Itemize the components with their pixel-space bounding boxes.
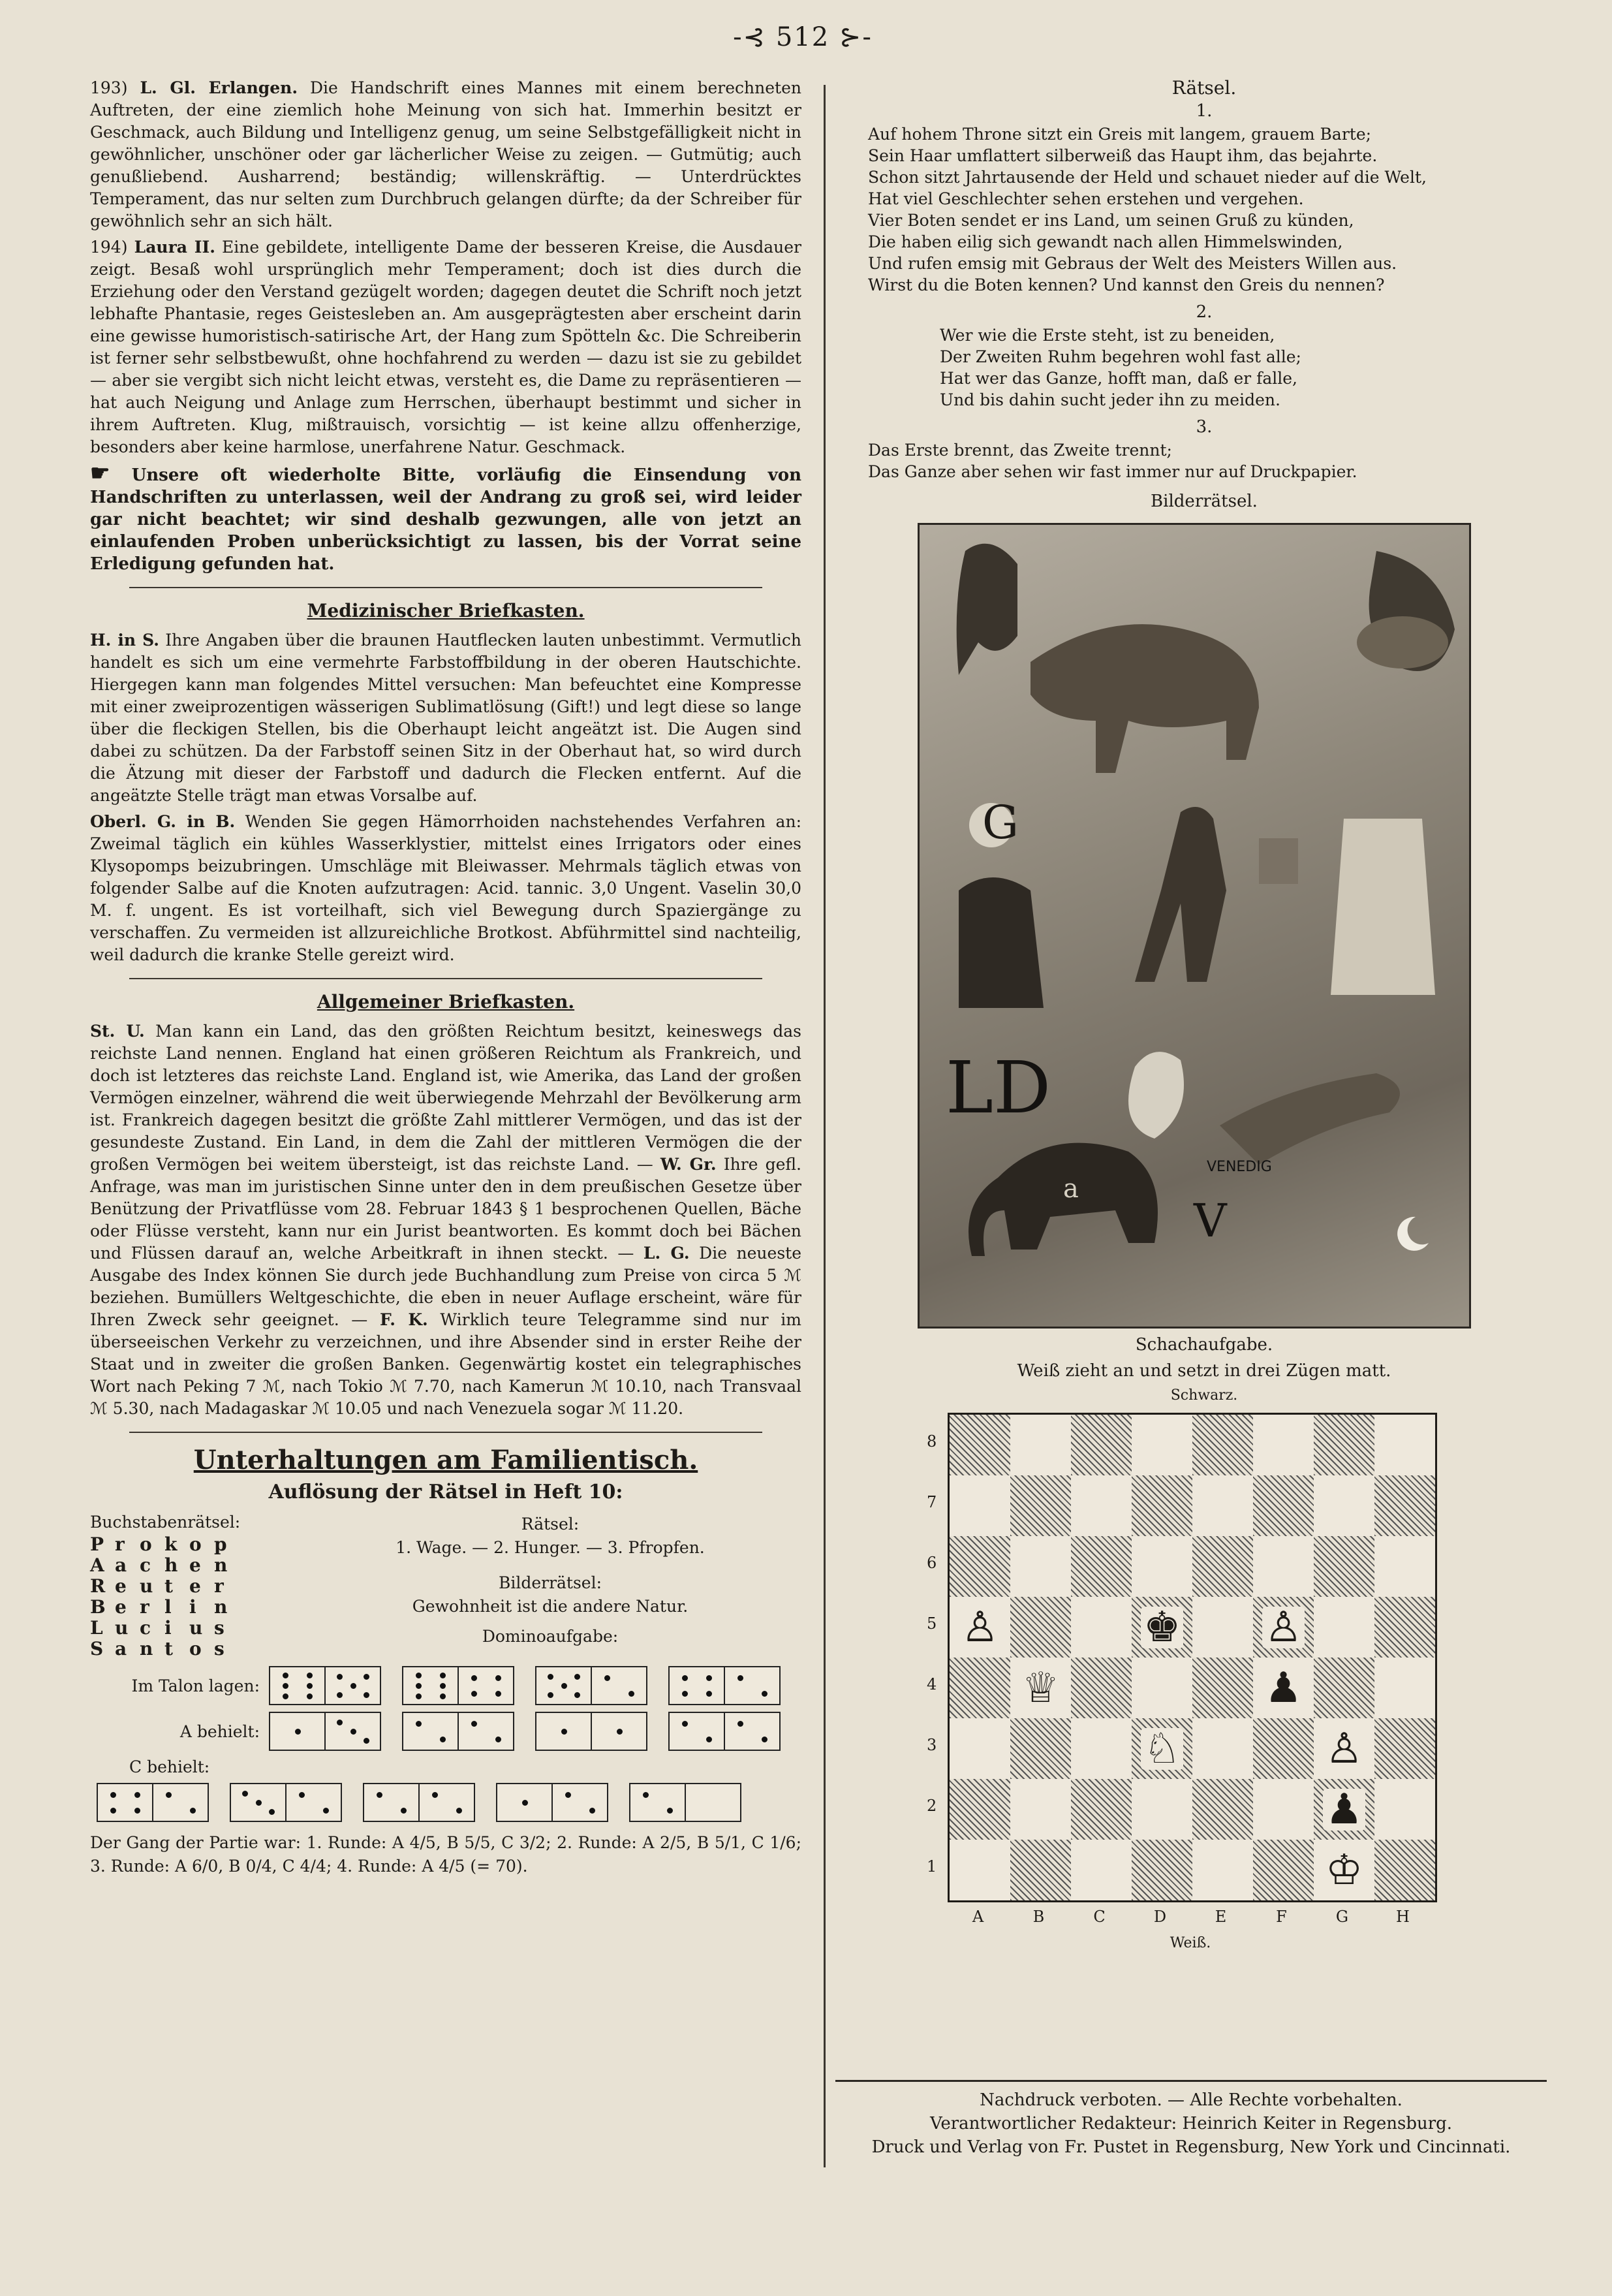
verse-line: Wer wie die Erste steht, ist zu beneiden, [940, 326, 1275, 345]
verse-line: Hat wer das Ganze, hofft man, daß er falle, [940, 369, 1297, 388]
chess-square-g7 [1314, 1475, 1374, 1536]
domino-pip [617, 1729, 623, 1735]
chess-piece-icon: ♟ [1262, 1667, 1305, 1709]
domino-pip [574, 1674, 580, 1680]
domino-pip [134, 1808, 140, 1814]
chess-square-f3 [1253, 1718, 1314, 1779]
chess-square-h1 [1374, 1840, 1435, 1900]
chess-square-b7 [1010, 1475, 1071, 1536]
chess-square-c6 [1071, 1536, 1132, 1597]
domino-pip [471, 1691, 477, 1697]
talon-row: Im Talon lagen: [90, 1666, 801, 1705]
general-title: Allgemeiner Briefkasten. [317, 991, 575, 1013]
chess-square-e7 [1192, 1475, 1253, 1536]
chess-square-b6 [1010, 1536, 1071, 1597]
domino-tile [269, 1666, 381, 1705]
domino-pip [561, 1729, 567, 1735]
chess-square-e6 [1192, 1536, 1253, 1597]
domino-pip [440, 1673, 446, 1678]
acrostic-row: A a c h e n [90, 1554, 228, 1576]
chess-square-c7 [1071, 1475, 1132, 1536]
chess-square-b8 [1010, 1415, 1071, 1475]
acrostic-row: S a n t o s [90, 1638, 225, 1659]
picture-puzzle [918, 523, 1471, 1329]
domino-pip [495, 1737, 501, 1742]
file-label: D [1153, 1908, 1167, 1926]
divider [129, 1432, 762, 1433]
verse-line: Wirst du die Boten kennen? Und kannst den Greis du nennen? [868, 275, 1385, 294]
chess-square-d2 [1132, 1779, 1192, 1840]
divider [129, 978, 762, 979]
domino-pip [440, 1683, 446, 1689]
chess-square-a8 [950, 1415, 1010, 1475]
footer [835, 2080, 1547, 2159]
chess-square-f8 [1253, 1415, 1314, 1475]
medical-entry: Oberl. G. in B. Wenden Sie gegen Hämorrhoiden nachstehendes Verfahren an: Zweimal täglich ein kühles Wasserklystier, mittelst eines Irrigators oder eines Klysopomps beizubringen. Umschläge mit Bleiwasser. Mehrmals täglich etwas von folgender Salbe auf die Knoten aufzutragen: Acid. tannic. 3,0 Ungent. Vaselin 30,0 M. f. ungent. Es ist vorteilhaft, sich viel Bewegung durch Spaziergänge zu verschaffen. Zu vermeiden ist allzureichliche Brotkost. Abführmittel sind nachteilig, weil dadurch die kranke Stelle gereizt wird. [90, 812, 801, 964]
domino-solution [90, 1666, 801, 1822]
chess-square-d6 [1132, 1536, 1192, 1597]
file-label: A [972, 1908, 984, 1926]
picture-puzzle-illustration [920, 525, 1469, 1327]
domino-pip [416, 1693, 422, 1699]
riddle-1 [861, 123, 1547, 296]
chess-square-f4 [1253, 1658, 1314, 1718]
domino-pip [110, 1792, 116, 1798]
riddle-2 [861, 324, 1547, 411]
domino-pip [561, 1683, 567, 1689]
domino-pip [283, 1683, 288, 1689]
chess-square-h8 [1374, 1415, 1435, 1475]
chess-square-g6 [1314, 1536, 1374, 1597]
chess-square-e1 [1192, 1840, 1253, 1900]
chess-white-label: Weiß. [1170, 1935, 1211, 1951]
chess-square-a6 [950, 1536, 1010, 1597]
chess-square-e5 [1192, 1597, 1253, 1658]
domino-pip [522, 1800, 528, 1806]
riddle-3 [861, 439, 1547, 482]
acrostic-row: R e u t e r [90, 1575, 224, 1597]
domino-pip [495, 1675, 501, 1681]
domino-pip [682, 1691, 688, 1697]
domino-pip [682, 1721, 688, 1727]
domino-pip [643, 1792, 649, 1798]
chess-piece-icon: ♔ [1323, 1849, 1365, 1891]
rank-label: 4 [927, 1675, 937, 1693]
chess-square-d5 [1132, 1597, 1192, 1658]
chess-square-h7 [1374, 1475, 1435, 1536]
medical-title: Medizinischer Briefkasten. [307, 600, 585, 621]
domino-pip [364, 1692, 369, 1698]
chess-square-a4 [950, 1658, 1010, 1718]
rank-label: 6 [927, 1554, 937, 1572]
domino-pip [456, 1808, 462, 1814]
domino-pip [110, 1808, 116, 1814]
domino-pip [416, 1673, 422, 1678]
domino-pip [283, 1673, 288, 1678]
verse-line: Das Erste brennt, das Zweite trennt; [868, 441, 1172, 460]
chess-square-e3 [1192, 1718, 1253, 1779]
verse-line: Auf hohem Throne sitzt ein Greis mit langem, grauem Barte; [868, 125, 1372, 144]
game-sequence: Der Gang der Partie war: 1. Runde: A 4/5, B 5/5, C 3/2; 2. Runde: A 2/5, B 5/1, C 1/6; 3. Runde: A 6/0, B 0/4, C 4/4; 4. Runde: A 4/5 (= 70). [90, 1833, 801, 1876]
chess-task: Weiß zieht an und setzt in drei Zügen matt. [1017, 1361, 1391, 1381]
acrostic: Buchstabenrätsel: P r o k o p A a c h e n R e u t e r B e r l i n L u c i u s S a n t o s [90, 1513, 299, 1659]
chess-square-g5 [1314, 1597, 1374, 1658]
chess-square-c3 [1071, 1718, 1132, 1779]
chess-square-b1 [1010, 1840, 1071, 1900]
footer-rights: Nachdruck verboten. — Alle Rechte vorbehalten. [980, 2090, 1403, 2110]
domino-pip [350, 1683, 356, 1689]
verse-line: Schon sitzt Jahrtausende der Held und schauet nieder auf die Welt, [868, 168, 1427, 187]
solution-texts: Rätsel: 1. Wage. — 2. Hunger. — 3. Pfropfen. Bilderrätsel: Gewohnheit ist die andere Natur. Dominoaufgabe: [395, 1515, 705, 1646]
rank-label: 5 [927, 1614, 937, 1633]
chess-square-b4 [1010, 1658, 1071, 1718]
editor-notice: ☛ Unsere oft wiederholte Bitte, vorläufig die Einsendung von Handschriften zu unterlassen, weil der Andrang zu groß sei, wird leider gar nicht beachtet; wir sind deshalb gezwungen, alle von jetzt an einlaufenden Proben unberücksichtigt zu lassen, bis der Vorrat seine Erledigung gefunden hat. [90, 460, 801, 574]
chess-board [948, 1413, 1437, 1902]
chess-square-d7 [1132, 1475, 1192, 1536]
file-label: C [1093, 1908, 1106, 1926]
domino-pip [706, 1691, 712, 1697]
domino-pip [416, 1721, 422, 1727]
chess-square-d4 [1132, 1658, 1192, 1718]
general-entry: St. U. Man kann ein Land, das den größten Reichtum besitzt, keineswegs das reichste Land nennen. England hat einen größeren Reichtum als Frankreich, und doch ist letzteres das reichste Land. England ist, wie Amerika, das Land der großen Vermögen einzelner, während die weit überwiegende Mehrzahl der Bevölkerung arm ist. Frankreich dagegen besitzt die größte Zahl mittlerer Vermögen, und das ist der gesundeste Zustand. Ein Land, in dem die Zahl der mittleren Vermögen die der großen Vermögen bei weitem übersteigt, ist das reichste Land. — W. Gr. Ihre gefl. Anfrage, was man im juristischen Sinne unter den in dem preußischen Gesetze über Benützung der Privatflüsse vom 28. Februar 1843 § 1 besprochenen Quellen, Bäche oder Flüsse versteht, kann nur ein Jurist beantworten. Es kommt doch bei Bächen und Flüssen darauf an, welche Arbeitkraft in ihnen steckt. — L. G. Die neueste Ausgabe des Index können Sie durch jede Buchhandlung zum Preise von circa 5 ℳ beziehen. Bumüllers Weltgeschichte, die eben in neuer Auflage erscheint, wäre für Ihren Zweck sehr geeignet. — F. K. Wirklich teure Telegramme sind nur im überseeischen Verkehr zu verzeichnen, und ihre Absender sind in erster Reihe der Staat und in zweiter die großen Banken. Gegenwärtig kostet ein telegraphisches Wort nach Peking 7 ℳ, nach Tokio ℳ 7.70, nach Kamerun ℳ 10.10, nach Transvaal ℳ 5.30, nach Madagaskar ℳ 10.05 und nach Venezuela sogar ℳ 11.20. [90, 1022, 802, 1418]
chess-square-f2 [1253, 1779, 1314, 1840]
domino-pip [307, 1683, 313, 1689]
label-venedig: VENEDIG [1207, 1159, 1272, 1175]
acrostic-row: L u c i u s [90, 1617, 225, 1639]
domino-pip [737, 1675, 743, 1681]
a-row: A behielt: [90, 1712, 801, 1751]
domino-tile [535, 1666, 647, 1705]
chess-piece-icon: ♙ [1262, 1607, 1305, 1648]
domino-pip [548, 1674, 553, 1680]
divider [129, 587, 762, 588]
domino-tile [269, 1712, 381, 1751]
domino-pip [706, 1737, 712, 1742]
domino-pip [440, 1737, 446, 1742]
chess-piece-icon: ♙ [959, 1607, 1001, 1648]
verse-line: Hat viel Geschlechter sehen erstehen und vergehen. [868, 189, 1304, 208]
domino-pip [401, 1808, 407, 1814]
chess-piece-icon: ♘ [1141, 1728, 1183, 1770]
c-row: C behielt: [90, 1757, 801, 1822]
domino-pip [134, 1792, 140, 1798]
chess-square-a2 [950, 1779, 1010, 1840]
domino-pip [706, 1675, 712, 1681]
chess-square-h5 [1374, 1597, 1435, 1658]
chess-square-g4 [1314, 1658, 1374, 1718]
domino-tile [535, 1712, 647, 1751]
domino-pip [565, 1792, 571, 1798]
letter-v: V [1194, 1194, 1227, 1248]
domino-pip [256, 1800, 262, 1806]
bilder-title: Bilderrätsel. [1151, 492, 1258, 511]
domino-pip [628, 1691, 634, 1697]
rank-label: 8 [927, 1432, 937, 1451]
domino-pip [604, 1675, 610, 1681]
entry-194: 194) Laura II. Eine gebildete, intelligente Dame der besseren Kreise, die Ausdauer zeigt. Besaß wohl ursprünglich mehr Temperament; doch ist dies durch die Erziehung oder den Verstand gezügelt worden; dagegen deutet die Schrift noch jetzt lebhafte Phantasie, reges Geistesleben an. Am ausgeprägtesten aber erscheint darin eine gewisse humoristisch-satirische Art, der Hang zum Spötteln &c. Die Schreiberin ist ferner sehr selbstbewußt, ohne hochfahrend zu werden — dazu ist sie zu gebildet — aber sie vergibt sich nicht leicht etwas, versteht es, die Dame zu repräsentieren — hat auch Neigung und Anlage zum Herrschen, überhaupt bestimmt und sicher in ihrem Auftreten. Klug, mißtrauisch, vorsichtig — ist keine allzu offenherzige, besonders aber keine harmlose, unerfahrene Natur. Geschmack. [90, 238, 801, 456]
left-column [90, 77, 801, 1878]
verse-line: Und rufen emsig mit Gebraus der Welt des Meisters Willen aus. [868, 254, 1397, 273]
chess-square-d8 [1132, 1415, 1192, 1475]
domino-pip [323, 1808, 329, 1814]
domino-pip [166, 1792, 172, 1798]
chess-square-g1 [1314, 1840, 1374, 1900]
verse-line: Vier Boten sendet er ins Land, um seinen Gruß zu künden, [868, 211, 1354, 230]
domino-pip [762, 1737, 767, 1742]
letter-a: a [1063, 1174, 1079, 1204]
chess-square-a1 [950, 1840, 1010, 1900]
domino-pip [299, 1792, 305, 1798]
chess-square-c4 [1071, 1658, 1132, 1718]
verse-line: Der Zweiten Ruhm begehren wohl fast alle; [940, 347, 1301, 366]
rank-label: 1 [927, 1857, 937, 1876]
domino-pip [667, 1808, 673, 1814]
domino-pip [364, 1674, 369, 1680]
right-column: Rätsel. 1. Auf hohem Throne sitzt ein Greis mit langem, grauem Barte; Sein Haar umflattert silberweiß das Haupt ihm, das bejahrte. Schon sitzt Jahrtausende der Held und schauet nieder auf die Welt, Hat viel Geschlechter sehen erstehen und vergehen. Vier Boten sendet er ins Land, um seinen Gruß zu künden, Die haben eilig sich gewandt nach allen Himmelswinden, Und rufen emsig mit Gebraus der Welt des Meisters Willen aus. Wirst du die Boten kennen? Und kannst den Greis du nennen? 2. Wer wie die Erste steht, ist zu beneiden, Der Zweiten Ruhm begehren wohl fast alle; Hat wer das Ganze, hofft man, daß er falle, Und bis dahin sucht jeder ihn zu meiden. 3. Das Erste brennt, das Zweite trennt; Das Ganze aber sehen wir fast immer nur auf Druckpapier. Bilderrätsel. G LD VENEDIG a V Schachaufgabe. Weiß zieht an und setzt in drei Zügen matt. Schwarz. ♙ ♚ ♙ ♕ ♟ ♘ ♙ ♟ ♔ 8 7 6 5 4 3 2 1 A B C D E F G H Weiß. [861, 77, 1547, 1413]
domino-pip [440, 1693, 446, 1699]
domino-pip [337, 1720, 343, 1725]
domino-tile [363, 1783, 475, 1822]
chess-square-h6 [1374, 1536, 1435, 1597]
chess-square-f5 [1253, 1597, 1314, 1658]
chess-square-f7 [1253, 1475, 1314, 1536]
domino-pip [307, 1673, 313, 1678]
column-divider [824, 85, 826, 2167]
chess-square-b2 [1010, 1779, 1071, 1840]
domino-pip [364, 1738, 369, 1744]
domino-pip [471, 1721, 477, 1727]
domino-pip [269, 1809, 275, 1815]
domino-pip [574, 1692, 580, 1698]
domino-pip [337, 1692, 343, 1698]
acrostic-row: B e r l i n [90, 1596, 228, 1618]
chess-square-h4 [1374, 1658, 1435, 1718]
domino-pip [762, 1691, 767, 1697]
domino-pip [432, 1792, 438, 1798]
chess-square-d3 [1132, 1718, 1192, 1779]
file-label: G [1335, 1908, 1349, 1926]
footer-rule [835, 2080, 1547, 2082]
rank-label: 3 [927, 1736, 937, 1754]
domino-pip [350, 1729, 356, 1735]
domino-pip [295, 1729, 301, 1735]
verse-line: Und bis dahin sucht jeder ihn zu meiden. [940, 390, 1280, 409]
chess-square-h2 [1374, 1779, 1435, 1840]
domino-tile [668, 1666, 781, 1705]
page-number: -⊰ 512 ⊱- [733, 22, 873, 52]
chess-square-c5 [1071, 1597, 1132, 1658]
domino-pip [377, 1792, 382, 1798]
chess-square-a5 [950, 1597, 1010, 1658]
footer-publisher: Druck und Verlag von Fr. Pustet in Regensburg, New York und Cincinnati. [871, 2137, 1511, 2157]
chess-piece-icon: ♚ [1141, 1607, 1183, 1648]
file-label: B [1032, 1908, 1045, 1926]
domino-pip [471, 1675, 477, 1681]
letter-ld: LD [946, 1046, 1051, 1129]
chess-black-label: Schwarz. [1170, 1387, 1238, 1404]
chess-piece-icon: ♟ [1323, 1789, 1365, 1831]
chess-square-g8 [1314, 1415, 1374, 1475]
verse-line: Die haben eilig sich gewandt nach allen Himmelswinden, [868, 232, 1343, 251]
medical-entry: H. in S. Ihre Angaben über die braunen Hautflecken lauten unbestimmt. Vermutlich handelt es sich um eine vermehrte Farbstoffbildung in der oberen Hautschichte. Hiergegen kann man folgendes Mittel versuchen: Man befeuchtet eine Kompresse mit einer zweiprozentigen wässerigen Sublimatlösung (Gift!) und legt diese so lange über die fleckigen Stellen, bis die Oberhaupt leicht angeätzt ist. Die Augen sind dabei zu schützen. Da der Farbstoff seinen Sitz in der Oberhaut hat, so wird durch die Ätzung mit dieser der Farbstoff und dadurch die Flecken entfernt. Auf die angeätzte Stelle trägt man etwas Vorsalbe auf. [90, 631, 802, 805]
pointing-hand-icon: ☛ [90, 460, 110, 486]
domino-pip [548, 1692, 553, 1698]
family-title: Unterhaltungen am Familientisch. [193, 1445, 698, 1475]
domino-tile [402, 1666, 514, 1705]
family-subtitle: Auflösung der Rätsel in Heft 10: [268, 1481, 623, 1503]
chess-square-d1 [1132, 1840, 1192, 1900]
footer-editor: Verantwortlicher Redakteur: Heinrich Keiter in Regensburg. [929, 2114, 1453, 2133]
domino-pip [589, 1808, 595, 1814]
verse-line: Das Ganze aber sehen wir fast immer nur auf Druckpapier. [868, 462, 1357, 481]
domino-pip [682, 1675, 688, 1681]
verse-line: Sein Haar umflattert silberweiß das Haupt ihm, das bejahrte. [868, 146, 1378, 165]
domino-pip [283, 1693, 288, 1699]
chess-square-g3 [1314, 1718, 1374, 1779]
chess-square-c2 [1071, 1779, 1132, 1840]
chess-square-h3 [1374, 1718, 1435, 1779]
raetsel-title: Rätsel. [1171, 77, 1237, 99]
chess-square-a3 [950, 1718, 1010, 1779]
rank-label: 2 [927, 1797, 937, 1815]
chess-square-b3 [1010, 1718, 1071, 1779]
domino-tile [496, 1783, 608, 1822]
domino-pip [337, 1674, 343, 1680]
chess-title: Schachaufgabe. [1135, 1335, 1273, 1355]
chess-square-g2 [1314, 1779, 1374, 1840]
domino-tile [230, 1783, 342, 1822]
chess-square-f1 [1253, 1840, 1314, 1900]
domino-pip [307, 1693, 313, 1699]
solutions [90, 1513, 801, 1659]
chess-square-c1 [1071, 1840, 1132, 1900]
domino-pip [495, 1691, 501, 1697]
domino-tile [629, 1783, 741, 1822]
file-label: F [1276, 1908, 1287, 1926]
entry-193: 193) L. Gl. Erlangen. Die Handschrift eines Mannes mit einem berechneten Auftreten, der eine ziemlich hohe Meinung von sich hat. Immerhin besitzt er Geschmack, auch Bildung und Intelligenz genug, um seine Selbstgefälligkeit nicht in gewöhnlicher, unschöner oder gar lächerlicher Weise zu zeigen. — Gutmütig; auch genußliebend. Ausharrend; beständig; willenskräftig. — Unterdrücktes Temperament, das nur selten zum Durchbruch gelangen dürfte; da der Schreiber für gewöhnlich sehr an sich hält. [90, 78, 801, 230]
letter-g: G [982, 796, 1019, 849]
domino-pip [737, 1721, 743, 1727]
chess-piece-icon: ♕ [1019, 1667, 1062, 1709]
domino-pip [416, 1683, 422, 1689]
acrostic-row: P r o k o p [90, 1533, 227, 1555]
chess-square-e8 [1192, 1415, 1253, 1475]
chess-square-e2 [1192, 1779, 1253, 1840]
chess-square-b5 [1010, 1597, 1071, 1658]
domino-tile [97, 1783, 209, 1822]
domino-tile [402, 1712, 514, 1751]
file-label: H [1396, 1908, 1410, 1926]
file-label: E [1215, 1908, 1227, 1926]
rank-label: 7 [927, 1493, 937, 1511]
chess-piece-icon: ♙ [1323, 1728, 1365, 1770]
domino-tile [668, 1712, 781, 1751]
chess-square-c8 [1071, 1415, 1132, 1475]
domino-pip [242, 1791, 248, 1797]
chess-square-e4 [1192, 1658, 1253, 1718]
chess-square-f6 [1253, 1536, 1314, 1597]
chess-square-a7 [950, 1475, 1010, 1536]
domino-pip [190, 1808, 196, 1814]
